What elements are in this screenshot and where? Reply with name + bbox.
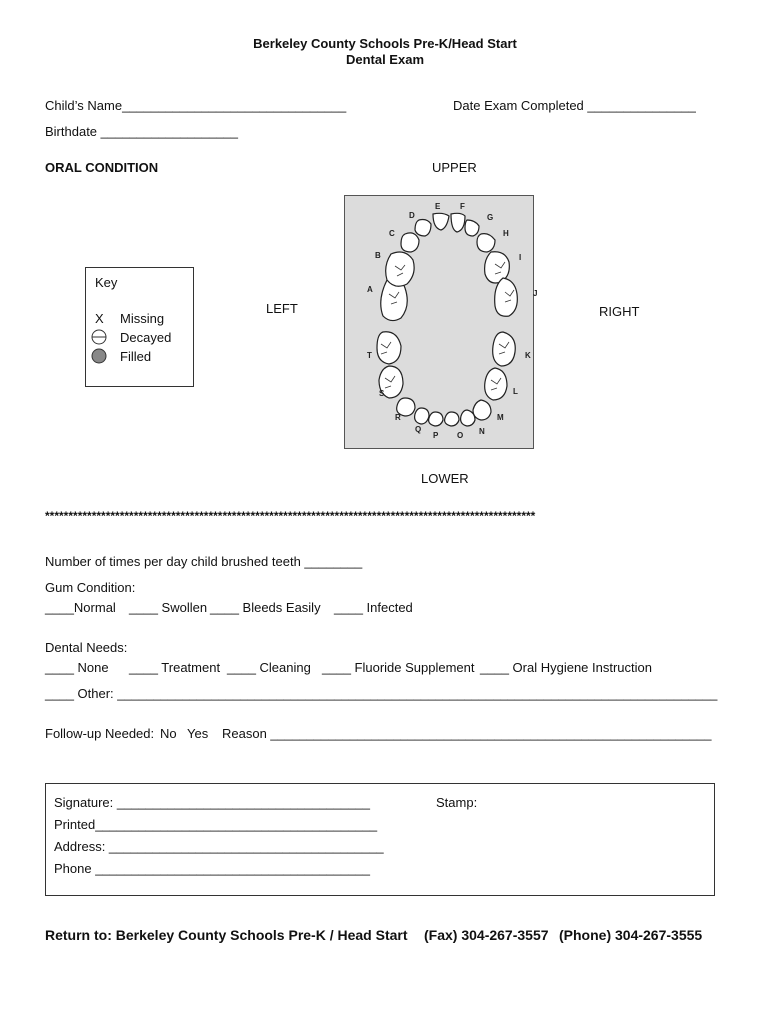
tooth-label-H: H	[503, 229, 509, 238]
key-legend	[85, 267, 194, 387]
date-exam-field[interactable]: Date Exam Completed _______________	[453, 98, 696, 113]
right-label: RIGHT	[599, 304, 640, 319]
return-to-text: Return to: Berkeley County Schools Pre-K / Head Start	[45, 927, 408, 943]
decayed-label: Decayed	[120, 330, 172, 345]
signature-box	[45, 783, 715, 896]
tooth-label-S: S	[379, 389, 385, 398]
needs-treatment-option[interactable]: ____ Treatment	[129, 660, 221, 675]
tooth-label-Q: Q	[415, 425, 422, 434]
separator-line: *********************************************************************************************************	[45, 509, 536, 523]
gum-condition-heading: Gum Condition:	[45, 580, 136, 595]
tooth-M	[473, 400, 491, 420]
missing-x-symbol: X	[95, 311, 104, 326]
tooth-T	[377, 332, 401, 364]
filled-circle-icon	[91, 348, 107, 364]
tooth-chart	[344, 195, 538, 449]
tooth-label-G: G	[487, 213, 494, 222]
tooth-label-M: M	[497, 413, 504, 422]
tooth-label-T: T	[367, 351, 372, 360]
key-title: Key	[95, 275, 118, 290]
tooth-C	[401, 233, 419, 252]
tooth-label-P: P	[433, 431, 439, 440]
filled-label: Filled	[120, 349, 152, 364]
followup-reason-field[interactable]: Reason _____________________________________________________________	[222, 726, 712, 741]
followup-yes-option[interactable]: Yes	[187, 726, 209, 741]
tooth-label-I: I	[519, 253, 522, 262]
missing-label: Missing	[120, 311, 165, 326]
decayed-circle-icon	[91, 329, 107, 345]
gum-infected-option[interactable]: ____ Infected	[334, 600, 413, 615]
tooth-K	[493, 332, 516, 366]
tooth-N	[461, 410, 475, 426]
tooth-label-N: N	[479, 427, 485, 436]
stamp-label: Stamp:	[436, 795, 478, 810]
phone-field[interactable]: Phone ______________________________________	[54, 861, 370, 876]
needs-fluoride-option[interactable]: ____ Fluoride Supplement	[322, 660, 475, 675]
tooth-label-A: A	[367, 285, 373, 294]
gum-swollen-option[interactable]: ____ Swollen	[129, 600, 208, 615]
form-title: Berkeley County Schools Pre-K/Head Start	[253, 36, 517, 51]
needs-other-field[interactable]: ____ Other: ___________________________________________________________________________________	[45, 686, 718, 701]
tooth-label-R: R	[395, 413, 401, 422]
address-field[interactable]: Address: ______________________________________	[54, 839, 384, 854]
dental-needs-heading: Dental Needs:	[45, 640, 128, 655]
tooth-G	[465, 220, 479, 236]
brushing-field[interactable]: Number of times per day child brushed teeth ________	[45, 554, 363, 569]
needs-hygiene-option[interactable]: ____ Oral Hygiene Instruction	[480, 660, 652, 675]
birthdate-field[interactable]: Birthdate ___________________	[45, 124, 239, 139]
tooth-J	[495, 278, 518, 316]
tooth-H	[477, 234, 495, 252]
upper-label: UPPER	[432, 160, 477, 175]
followup-no-option[interactable]: No	[160, 726, 177, 741]
tooth-D	[415, 220, 431, 237]
printed-name-field[interactable]: Printed_______________________________________	[54, 817, 378, 832]
tooth-chart-drawing	[345, 196, 538, 448]
tooth-P	[429, 412, 443, 426]
tooth-label-C: C	[389, 229, 395, 238]
tooth-O	[445, 412, 459, 426]
gum-bleeds-option[interactable]: ____ Bleeds Easily	[210, 600, 321, 615]
tooth-label-D: D	[409, 211, 415, 220]
tooth-label-J: J	[533, 289, 538, 298]
needs-cleaning-option[interactable]: ____ Cleaning	[227, 660, 311, 675]
tooth-label-B: B	[375, 251, 381, 260]
needs-none-option[interactable]: ____ None	[45, 660, 109, 675]
tooth-E	[433, 213, 449, 230]
oral-condition-heading: ORAL CONDITION	[45, 160, 159, 175]
fax-number: (Fax) 304-267-3557	[424, 927, 549, 943]
gum-normal-option[interactable]: ____Normal	[45, 600, 116, 615]
tooth-L	[485, 368, 507, 400]
left-label: LEFT	[266, 301, 298, 316]
tooth-label-O: O	[457, 431, 464, 440]
form-subtitle: Dental Exam	[345, 52, 425, 67]
phone-number: (Phone) 304-267-3555	[559, 927, 703, 943]
tooth-label-L: L	[513, 387, 518, 396]
followup-label: Follow-up Needed:	[45, 726, 155, 741]
childs-name-field[interactable]: Child’s Name_______________________________	[45, 98, 347, 113]
lower-label: LOWER	[421, 471, 469, 486]
tooth-label-E: E	[435, 202, 441, 211]
tooth-F	[451, 213, 465, 232]
tooth-Q	[415, 408, 429, 424]
tooth-label-K: K	[525, 351, 531, 360]
tooth-label-F: F	[460, 202, 465, 211]
signature-field[interactable]: Signature: ___________________________________	[54, 795, 370, 810]
